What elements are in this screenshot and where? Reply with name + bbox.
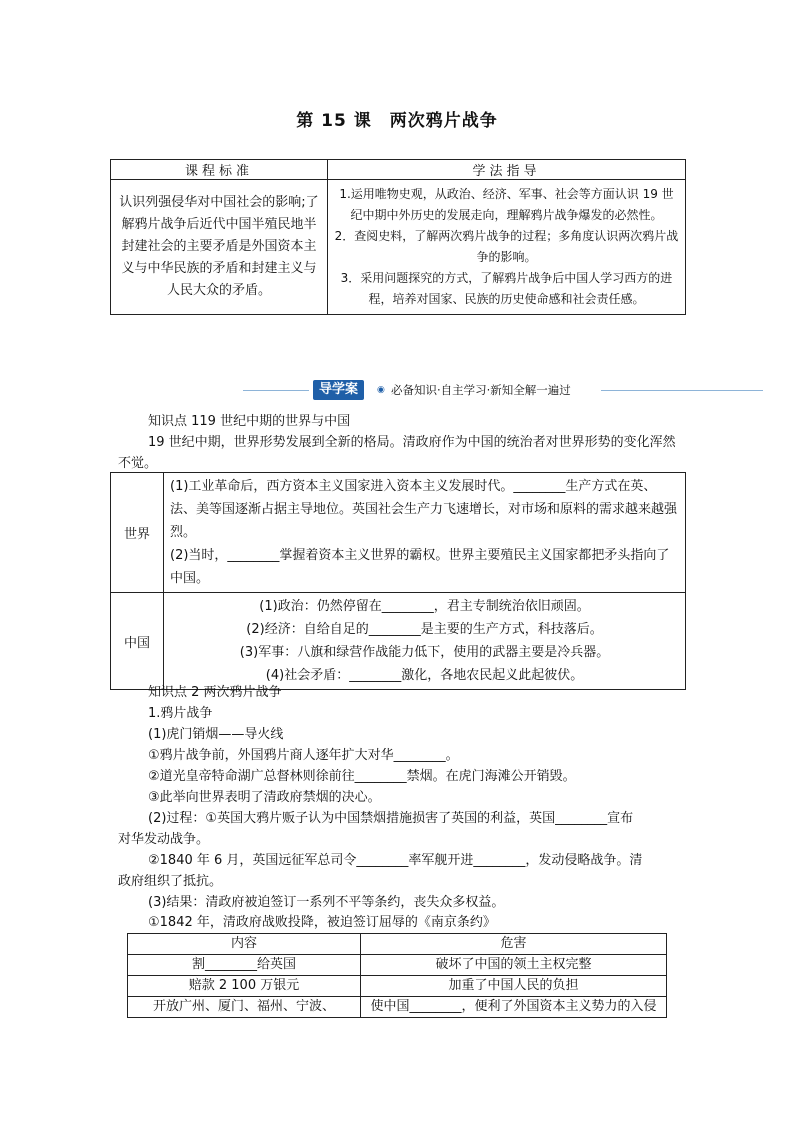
kp1-intro: 19 世纪中期，世界形势发展到全新的格局。清政府作为中国的统治者对世界形势的变化浑然不觉。 bbox=[118, 435, 676, 471]
study-method bbox=[328, 180, 686, 315]
world-content bbox=[164, 473, 686, 593]
world-china-table bbox=[110, 472, 686, 690]
treaty-cell: 破坏了中国的领土主权完整 bbox=[361, 955, 667, 976]
kp2-line-4: ②道光皇帝特命湖广总督林则徐前往________禁烟。在虎门海滩公开销毁。 bbox=[148, 769, 576, 784]
study-method-1: 1.运用唯物史观，从政治、经济、军事、社会等方面认识 19 世纪中期中外历史的发展走向，理解鸦片战争爆发的必然性。 bbox=[339, 187, 674, 222]
treaty-cell: 加重了中国人民的负担 bbox=[361, 976, 667, 997]
treaty-cell: 赔款 2 100 万银元 bbox=[128, 976, 361, 997]
treaty-header-harm: 危害 bbox=[361, 934, 667, 955]
treaty-cell: 开放广州、厦门、福州、宁波、 bbox=[128, 997, 361, 1018]
kp2-line-7b: 政府组织了抵抗。 bbox=[118, 874, 223, 889]
china-item-4: (4)社会矛盾：________激化，各地农民起义此起彼伏。 bbox=[265, 668, 584, 683]
china-item-3: (3)军事：八旗和绿营作战能力低下，使用的武器主要是冷兵器。 bbox=[239, 645, 610, 660]
banner-rule-right bbox=[601, 390, 763, 391]
table-row bbox=[128, 976, 667, 997]
section-banner bbox=[243, 380, 763, 402]
study-method-3: 3．采用问题探究的方式，了解鸦片战争后中国人学习西方的进程，培养对国家、民族的历史使命感和社会责任感。 bbox=[340, 271, 673, 306]
world-item-2: (2)当时，________掌握着资本主义世界的霸权。世界主要殖民主义国家都把矛头指向了中国。 bbox=[170, 548, 670, 586]
curriculum-table bbox=[110, 159, 686, 315]
header-standard: 课程标准 bbox=[111, 160, 328, 180]
page-title: 第 15 课 两次鸦片战争 bbox=[296, 111, 498, 131]
treaty-cell: 割________给英国 bbox=[128, 955, 361, 976]
curriculum-standard: 认识列强侵华对中国社会的影响;了解鸦片战争后近代中国半殖民地半封建社会的主要矛盾是外国资本主义与中华民族的矛盾和封建主义与人民大众的矛盾。 bbox=[111, 180, 328, 315]
kp2-heading: 知识点 2 两次鸦片战争 bbox=[148, 685, 282, 700]
kp2-line-8: (3)结果：清政府被迫签订一系列不平等条约，丧失众多权益。 bbox=[148, 895, 505, 910]
kp2-line-1: 1.鸦片战争 bbox=[148, 706, 213, 721]
treaty-table bbox=[127, 933, 667, 1018]
china-content bbox=[164, 593, 686, 690]
kp2-line-9: ①1842 年，清政府战败投降，被迫签订屈辱的《南京条约》 bbox=[148, 915, 496, 930]
banner-subtitle: 必备知识·自主学习·新知全解一遍过 bbox=[391, 383, 571, 397]
china-item-2: (2)经济：自给自足的________是主要的生产方式，科技落后。 bbox=[246, 622, 603, 637]
kp2-line-6a: (2)过程：①英国大鸦片贩子认为中国禁烟措施损害了英国的利益，英国________宣布 bbox=[148, 811, 634, 826]
kp2-line-7a: ②1840 年 6 月，英国远征军总司令________率军舰开进________，发动侵略战争。清 bbox=[148, 853, 643, 868]
banner-tag: 导学案 bbox=[313, 380, 364, 400]
treaty-cell: 使中国________，便利了外国资本主义势力的入侵 bbox=[361, 997, 667, 1018]
world-item-1: (1)工业革命后，西方资本主义国家进入资本主义发展时代。________生产方式在英、法、美等国逐渐占据主导地位。英国社会生产力飞速增长，对市场和原料的需求越来越强烈。 bbox=[170, 479, 678, 540]
banner-rule-left bbox=[243, 390, 309, 391]
banner-dot-icon: ◉ bbox=[377, 385, 385, 395]
study-method-2: 2．查阅史料，了解两次鸦片战争的过程；多角度认识两次鸦片战争的影响。 bbox=[334, 229, 679, 264]
header-method: 学法指导 bbox=[328, 160, 686, 180]
table-row bbox=[128, 997, 667, 1018]
china-label: 中国 bbox=[111, 593, 164, 690]
table-row bbox=[128, 955, 667, 976]
kp2-line-3: ①鸦片战争前，外国鸦片商人逐年扩大对华________。 bbox=[148, 748, 459, 763]
treaty-header-content: 内容 bbox=[128, 934, 361, 955]
china-item-1: (1)政治：仍然停留在________，君主专制统治依旧顽固。 bbox=[259, 599, 590, 614]
kp2-line-5: ③此举向世界表明了清政府禁烟的决心。 bbox=[148, 790, 381, 805]
kp2-line-2: (1)虎门销烟——导火线 bbox=[148, 727, 284, 742]
kp2-line-6b: 对华发动战争。 bbox=[118, 832, 210, 847]
world-label: 世界 bbox=[111, 473, 164, 593]
kp1-heading: 知识点 119 世纪中期的世界与中国 bbox=[148, 414, 351, 429]
